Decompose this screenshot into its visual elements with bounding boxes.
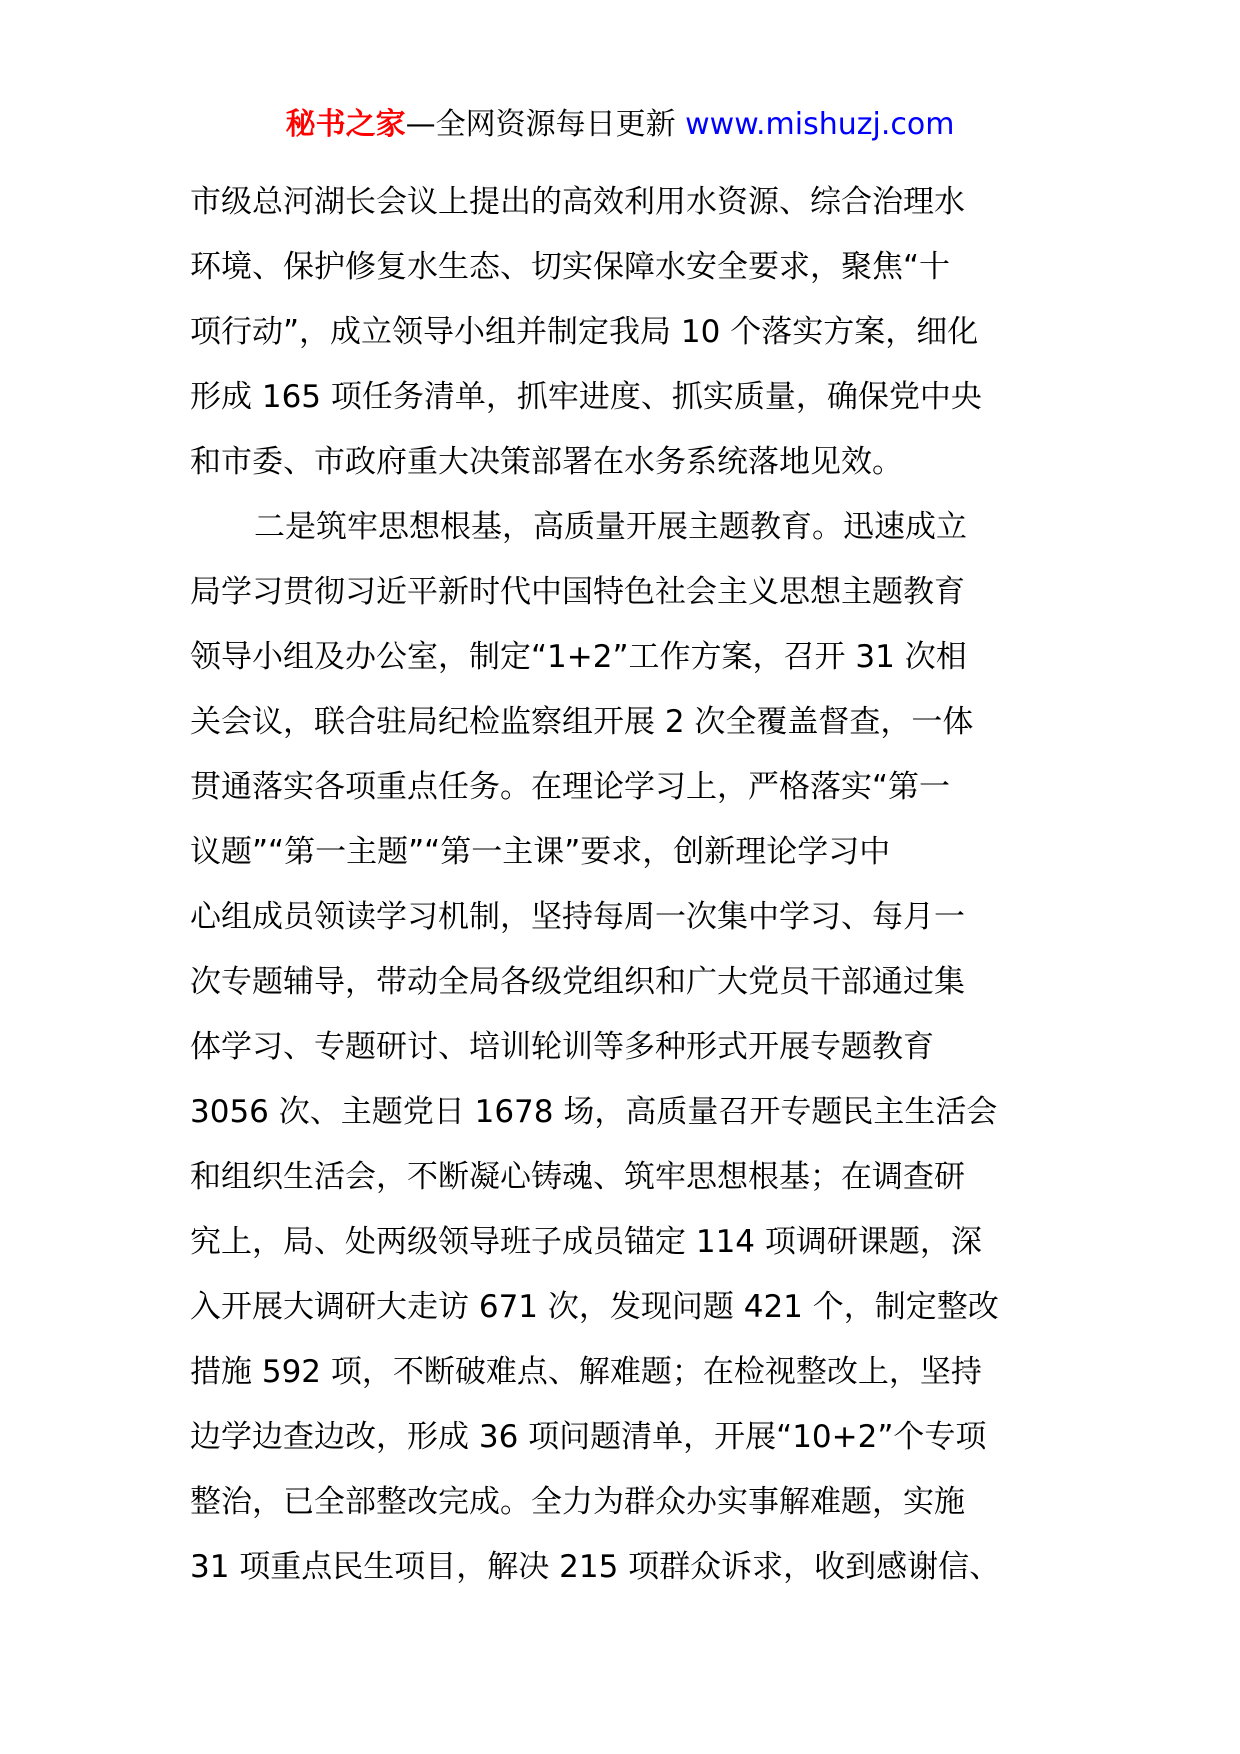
text-line: 和组织生活会，不断凝心铸魂、筑牢思想根基；在调查研 <box>190 1159 965 1195</box>
text-line: 环境、保护修复水生态、切实保障水安全要求，聚焦“十 <box>190 249 951 285</box>
brand-name: 秘书之家 <box>285 107 406 142</box>
text-line: 局学习贯彻习近平新时代中国特色社会主义思想主题教育 <box>190 574 965 610</box>
text-line: 贯通落实各项重点任务。在理论学习上，严格落实“第一 <box>190 769 951 805</box>
paragraph-start-line: 二是筑牢思想根基，高质量开展主题教育。迅速成立 <box>254 509 967 545</box>
text-line: 项行动”，成立领导小组并制定我局 10 个落实方案，细化 <box>190 314 979 350</box>
text-line: 关会议，联合驻局纪检监察组开展 2 次全覆盖督查，一体 <box>190 704 974 740</box>
text-line: 边学边查边改，形成 36 项问题清单，开展“10+2”个专项 <box>190 1419 987 1455</box>
header-slogan: —全网资源每日更新 <box>405 107 686 142</box>
text-line: 整治，已全部整改完成。全力为群众办实事解难题，实施 <box>190 1484 965 1520</box>
site-header <box>0 103 1240 147</box>
text-line: 和市委、市政府重大决策部署在水务系统落地见效。 <box>190 444 903 480</box>
text-line: 心组成员领读学习机制，坚持每周一次集中学习、每月一 <box>190 899 965 935</box>
text-line: 3056 次、主题党日 1678 场，高质量召开专题民主生活会 <box>190 1094 998 1130</box>
document-body <box>190 170 1050 1600</box>
text-line: 入开展大调研大走访 671 次，发现问题 421 个，制定整改 <box>190 1289 999 1325</box>
text-line: 议题”“第一主题”“第一主课”要求，创新理论学习中 <box>190 834 891 870</box>
text-line: 措施 592 项，不断破难点、解难题；在检视整改上，坚持 <box>190 1354 982 1390</box>
text-line: 31 项重点民生项目，解决 215 项群众诉求，收到感谢信、 <box>190 1549 1001 1585</box>
text-line: 形成 165 项任务清单，抓牢进度、抓实质量，确保党中央 <box>190 379 982 415</box>
text-line: 体学习、专题研讨、培训轮训等多种形式开展专题教育 <box>190 1029 934 1065</box>
text-line: 究上，局、处两级领导班子成员锚定 114 项调研课题，深 <box>190 1224 982 1260</box>
text-line: 领导小组及办公室，制定“1+2”工作方案，召开 31 次相 <box>190 639 967 675</box>
site-link[interactable]: www.mishuzj.com <box>685 107 955 142</box>
text-line: 市级总河湖长会议上提出的高效利用水资源、综合治理水 <box>190 184 965 220</box>
text-line: 次专题辅导，带动全局各级党组织和广大党员干部通过集 <box>190 964 965 1000</box>
